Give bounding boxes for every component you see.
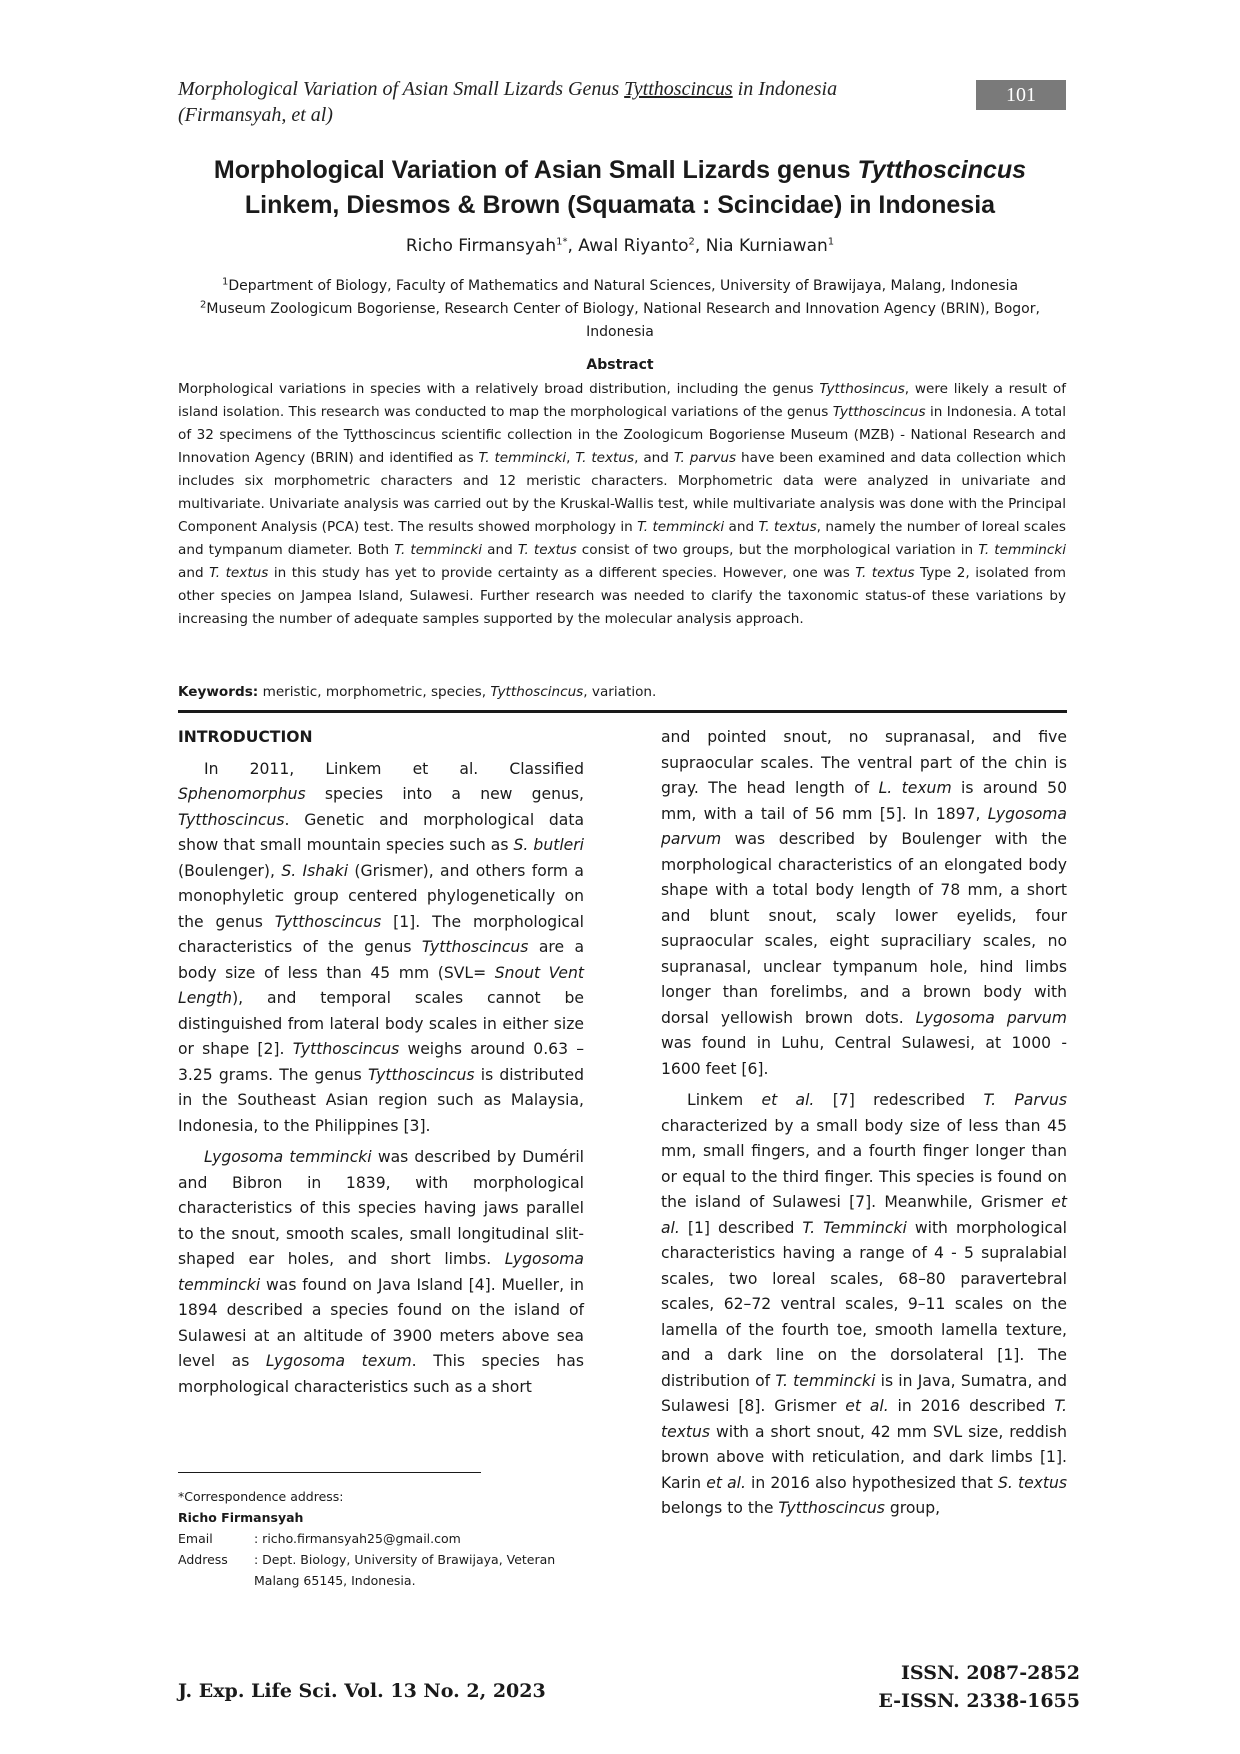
- footnote-heading: *Correspondence address:: [178, 1489, 344, 1504]
- italic-term: Lygosoma texum: [265, 1352, 412, 1370]
- text-run: was found on Java Island [4]. Mueller, in 1894 described a species found on the island of Sulawesi at an altitude of 3900 meters above sea level as: [178, 1275, 584, 1370]
- text-run: was described by Duméril and Bibron in 1839, with morphological characteristics of this species having jaws parallel to the snout, smooth scales, small longitudinal slit-shaped ear holes, and short limbs.: [178, 1148, 584, 1268]
- italic-term: T. Parvus: [983, 1091, 1067, 1109]
- text-run: in Indonesia. A total of 32 specimens of the Tytthoscincus scientific collection in the Zoologicum Bogoriense Museum (MZB) - National Research and Innovation Agency (BRIN) and identified as: [178, 404, 1066, 466]
- text-run: ), and temporal scales cannot be distinguished from lateral body scales in either size or shape [2].: [178, 989, 584, 1058]
- title-line1-pre: Morphological Variation of Asian Small Lizards genus: [213, 156, 858, 184]
- affiliations: [170, 275, 1070, 344]
- text-run: Morphological variations in species with a relatively broad distribution, including the genus: [178, 381, 820, 397]
- page-number-box: [976, 80, 1066, 110]
- italic-term: T. textus: [758, 519, 817, 535]
- text-run: . This species has morphological characteristics such as a short: [178, 1352, 584, 1396]
- footnote-address-value-2: Malang 65145, Indonesia.: [254, 1573, 416, 1588]
- italic-term: Tytthoscincus: [778, 1499, 885, 1517]
- italic-term: T. Temmincki: [802, 1218, 907, 1237]
- text-run: was described by Boulenger with the morphological characteristics of an elongated body shape with a total body length of 78 mm, a short and blunt snout, scaly lower eyelids, four supraocular scales, eight supraciliary scales, no supranasal, unclear tympanum hole, hind limbs longer than forelimbs, and a brown body with dorsal yellowish brown dots.: [661, 830, 1067, 1027]
- italic-term: S. textus: [997, 1473, 1068, 1492]
- italic-term: Tytthosincus: [819, 381, 905, 397]
- italic-term: et al.: [661, 1193, 1067, 1237]
- text-run: are a body size of less than 45 mm (SVL=: [178, 938, 585, 982]
- body-column-right: [661, 725, 1067, 1522]
- italic-term: Tytthoscincus: [421, 938, 529, 956]
- author-affiliation-mark: 2: [688, 236, 695, 248]
- italic-term: T. temmincki: [394, 542, 483, 558]
- paper-title: [150, 153, 1090, 223]
- affiliation: [170, 298, 1070, 344]
- text-run: [1] described: [679, 1218, 803, 1237]
- italic-term: Tytthoscincus: [292, 1040, 400, 1058]
- footnote-address-label: Address: [178, 1552, 228, 1567]
- italic-term: T. textus: [575, 450, 635, 466]
- text-run: belongs to the: [661, 1499, 779, 1517]
- italic-term: et al.: [845, 1397, 889, 1415]
- italic-term: S. butleri: [513, 836, 584, 854]
- title-line2: Linkem, Diesmos & Brown (Squamata : Scincidae) in Indonesia: [244, 191, 996, 219]
- author-affiliation-mark: 1: [827, 236, 835, 248]
- italic-term: T. textus: [855, 565, 915, 581]
- text-run: is in Java, Sumatra, and Sulawesi [8]. Grismer: [661, 1371, 1067, 1415]
- correspondence-footnote: [178, 1486, 598, 1591]
- text-run: in 2016 described: [888, 1397, 1055, 1415]
- italic-term: T. temmincki: [775, 1371, 876, 1390]
- text-run: , were likely a result of island isolation. This research was conducted to map the morphological variations of the genus: [178, 381, 1066, 420]
- section-divider: [178, 710, 1067, 713]
- text-run: and: [178, 565, 210, 581]
- text-run: , and: [634, 450, 674, 466]
- italic-term: T. textus: [209, 565, 269, 581]
- footnote-email-label: Email: [178, 1531, 213, 1546]
- text-run: and pointed snout, no supranasal, and five supraocular scales. The ventral part of the chin is gray. The head length of: [661, 728, 1067, 797]
- text-run: have been examined and data collection which includes six morphometric characters and 12 meristic characters. Morphometric data were analyzed in univariate and multivariate. Univariate analysis was carried out by the Kruskal-Wallis test, while multivariate analysis was done with the Principal Component Analysis (PCA) test. The results showed morphology in: [178, 450, 1066, 535]
- text-run: weighs around 0.63 – 3.25 grams. The genus: [178, 1040, 584, 1084]
- issn: ISSN. 2087-2852: [901, 1662, 1080, 1684]
- text-run: characterized by a small body size of less than 45 mm, small fingers, and a fourth finger longer than or equal to the third finger. This species is found on the island of Sulawesi [7]. Meanwhile, Grismer: [661, 1116, 1067, 1211]
- text-run: consist of two groups, but the morphological variation in: [576, 542, 979, 558]
- text-run: in 2016 also hypothesized that: [745, 1473, 998, 1492]
- text-run: , namely the number of loreal scales and tympanum diameter. Both: [178, 519, 1066, 558]
- footnote-address-row: [178, 1549, 598, 1570]
- italic-term: L. texum: [878, 779, 952, 797]
- footnote-divider: [178, 1472, 481, 1473]
- body-paragraph: [178, 1145, 584, 1400]
- body-paragraph: [178, 757, 584, 1140]
- italic-term: Lygosoma temmincki: [204, 1148, 372, 1166]
- italic-term: Snout Vent Length: [178, 963, 584, 1007]
- text-run: with morphological characteristics having a range of 4 - 5 supralabial scales, two loreal scales, 68–80 paravertebral scales, 62–72 ventral scales, 9–11 scales on the lamella of the fourth toe, smooth lamella texture, and a dark line on the dorsolateral [1]. The distribution of: [661, 1218, 1068, 1390]
- italic-term: et al.: [761, 1091, 815, 1109]
- footnote-address-value: : Dept. Biology, University of Brawijaya, Veteran: [254, 1552, 556, 1567]
- italic-term: Lygosoma temmincki: [178, 1250, 584, 1294]
- body-column-left: [178, 725, 584, 1400]
- affiliation-mark: 2: [200, 299, 207, 311]
- footnote-name: Richo Firmansyah: [178, 1510, 304, 1525]
- text-run: . Genetic and morphological data show that small mountain species such as: [178, 810, 584, 854]
- footnote-email-row: [178, 1528, 598, 1549]
- text-run: Linkem: [687, 1091, 762, 1109]
- text-run: is distributed in the Southeast Asian region such as Malaysia, Indonesia, to the Philippines [3].: [178, 1065, 584, 1135]
- text-run: group,: [884, 1499, 941, 1517]
- italic-term: Tytthoscincus: [832, 404, 926, 420]
- abstract-text: [178, 378, 1066, 631]
- abstract-heading: Abstract: [586, 357, 654, 373]
- italic-term: T. temmincki: [637, 519, 725, 535]
- author-name: Awal Riyanto: [578, 236, 689, 256]
- italic-term: Lygosoma parvum: [915, 1008, 1067, 1027]
- italic-term: T. textus: [661, 1397, 1067, 1441]
- running-authors: (Firmansyah, et al): [178, 104, 333, 126]
- text-run: and: [724, 519, 759, 535]
- text-run: INTRODUCTION: [178, 728, 313, 746]
- italic-term: Tytthoscincus: [490, 684, 584, 700]
- italic-term: T. textus: [517, 542, 577, 558]
- text-run: (Grismer), and others form a monophyletic group centered phylogenetically on the genus: [178, 861, 584, 931]
- text-run: ,: [566, 450, 576, 466]
- text-run: [1]. The morphological characteristics of the genus: [178, 912, 584, 956]
- italic-term: Tytthoscincus: [274, 912, 382, 931]
- text-run: In 2011, Linkem et al. Classified: [204, 759, 584, 778]
- italic-term: et al.: [706, 1473, 746, 1492]
- author-name: Richo Firmansyah: [405, 236, 557, 256]
- italic-term: Sphenomorphus: [178, 785, 306, 803]
- running-header: [178, 76, 918, 128]
- affiliation-text: Museum Zoologicum Bogoriense, Research Center of Biology, National Research and Innovation Agency (BRIN), Bogor, Indonesia: [206, 301, 1040, 340]
- running-title-post: in Indonesia: [732, 78, 838, 100]
- text-run: and: [482, 542, 518, 558]
- italic-term: T. parvus: [673, 450, 737, 466]
- journal-citation: J. Exp. Life Sci. Vol. 13 No. 2, 2023: [178, 1680, 546, 1702]
- italic-term: T. temmincki: [978, 542, 1066, 558]
- italic-term: Lygosoma parvum: [661, 804, 1067, 848]
- page-number: 101: [1006, 83, 1036, 106]
- text-run: species into a new genus,: [305, 785, 584, 803]
- text-run: [7] redescribed: [814, 1091, 984, 1109]
- italic-term: Tytthoscincus: [178, 810, 285, 829]
- body-paragraph-continued: [661, 725, 1067, 1082]
- text-run: is around 50 mm, with a tail of 56 mm [5]. In 1897,: [661, 779, 1068, 823]
- text-run: was found in Luhu, Central Sulawesi, at 1000 - 1600 feet [6].: [661, 1034, 1067, 1078]
- author-separator: ,: [694, 236, 706, 256]
- keywords: [178, 684, 1066, 700]
- title-genus: Tytthoscincus: [857, 156, 1027, 184]
- italic-term: T. temmincki: [478, 450, 567, 466]
- keywords-list: [258, 684, 656, 700]
- author-name: Nia Kurniawan: [705, 236, 828, 256]
- italic-term: Tytthoscincus: [368, 1065, 475, 1084]
- running-title-genus: Tytthoscincus: [624, 78, 733, 100]
- eissn: E-ISSN. 2338-1655: [878, 1690, 1080, 1712]
- text-run: meristic, morphometric, species,: [258, 684, 491, 700]
- author-list: [150, 236, 1090, 256]
- author-separator: ,: [567, 236, 579, 256]
- text-run: Type 2, isolated from other species on Jampea Island, Sulawesi. Further research was needed to clarify the taxonomic status-of these variations by increasing the number of adequate samples supported by the molecular analysis approach.: [178, 565, 1066, 627]
- keywords-label: Keywords:: [178, 684, 259, 700]
- text-run: , variation.: [583, 684, 657, 700]
- italic-term: S. Ishaki: [281, 861, 349, 880]
- running-title-pre: Morphological Variation of Asian Small Lizards Genus: [178, 78, 625, 100]
- text-run: in this study has yet to provide certainty as a different species. However, one was: [268, 565, 856, 581]
- author-affiliation-mark: 1*: [556, 236, 568, 248]
- text-run: (Boulenger),: [178, 861, 282, 880]
- issn-block: [840, 1659, 1080, 1715]
- body-paragraph: [661, 1088, 1067, 1522]
- affiliation: [170, 275, 1070, 298]
- affiliation-text: Department of Biology, Faculty of Mathematics and Natural Sciences, University of Brawijaya, Malang, Indonesia: [228, 278, 1019, 294]
- text-run: with a short snout, 42 mm SVL size, reddish brown above with reticulation, and dark limbs [1]. Karin: [661, 1422, 1067, 1492]
- affiliation-mark: 1: [221, 276, 229, 288]
- footnote-email-value: : richo.firmansyah25@gmail.com: [254, 1531, 461, 1546]
- section-heading: [178, 725, 584, 751]
